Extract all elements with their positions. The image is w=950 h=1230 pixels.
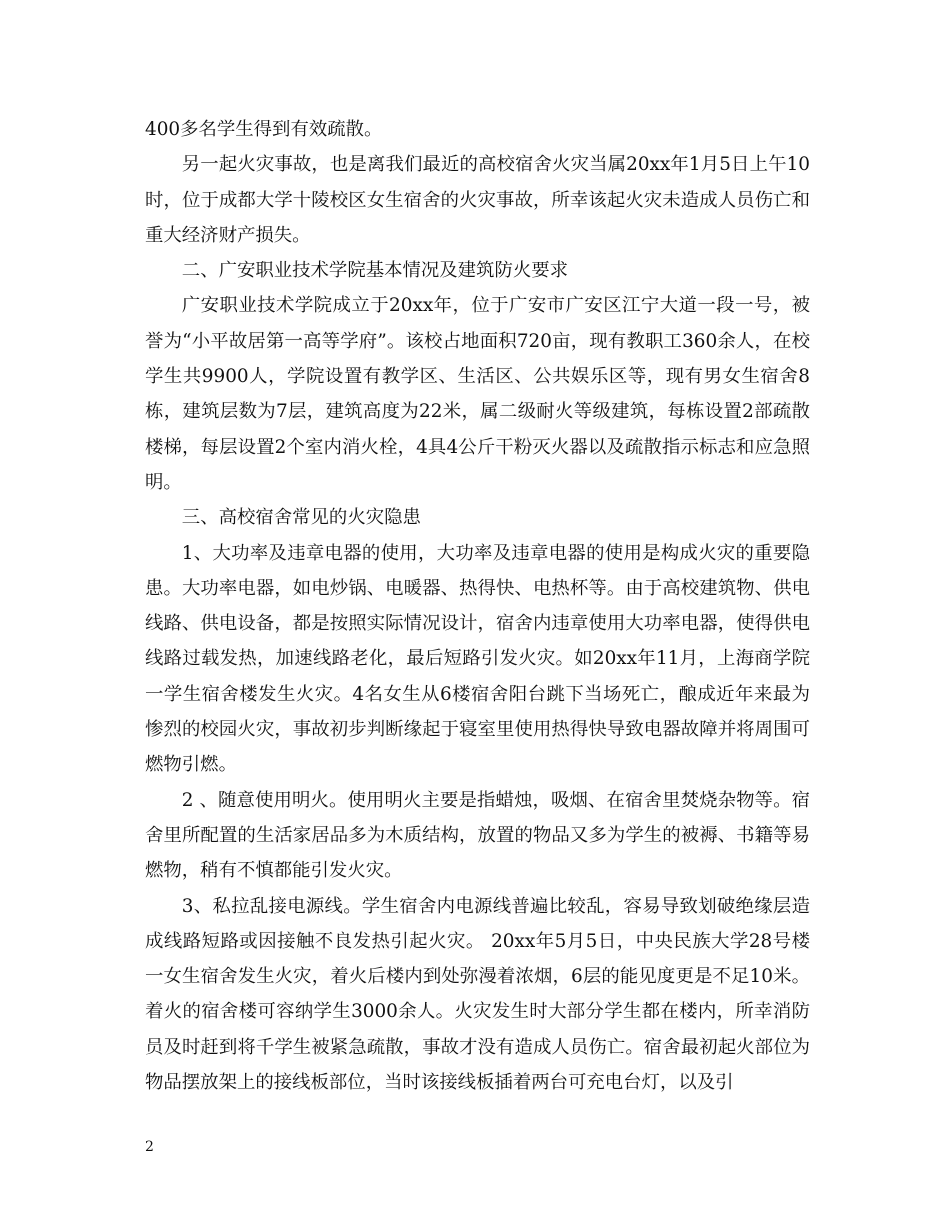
- paragraph-chengdu-fire: 另一起火灾事故，也是离我们最近的高校宿舍火灾当属20xx年1月5日上午10时，位于成都大学十陵校区女生宿舍的火灾事故，所幸该起火灾未造成人员伤亡和重大经济财产损失。: [145, 154, 810, 246]
- section-heading-2: 二、广安职业技术学院基本情况及建筑防火要求: [181, 260, 569, 282]
- paragraph-hazard-2: 2 、随意使用明火。使用明火主要是指蜡烛，吸烟、在宿舍里焚烧杂物等。宿舍里所配置的生活家居品多为木质结构，放置的物品又多为学生的被褥、书籍等易燃物，稍有不慎都能引发火灾。: [145, 789, 810, 882]
- paragraph-hazard-1: 1、大功率及违章电器的使用，大功率及违章电器的使用是构成火灾的重要隐患。大功率电器，如电炒锅、电暖器、热得快、电热杯等。由于高校建筑物、供电线路、供电设备，都是按照实际情况设计，宿舍内违章使用大功率电器，使得供电线路过载发热，加速线路老化，最后短路引发火灾。如20xx年11月，上海商学院一学生宿舍楼发生火灾。4名女生从6楼宿舍阳台跳下当场死亡，酿成近年来最为惨烈的校园火灾，事故初步判断缘起于寝室里使用热得快导致电器故障并将周围可燃物引燃。: [145, 542, 810, 776]
- paragraph-continuation: 400多名学生得到有效疏散。: [145, 119, 383, 140]
- section-heading-3: 三、高校宿舍常见的火灾隐患: [181, 507, 421, 529]
- paragraph-hazard-3: 3、私拉乱接电源线。学生宿舍内电源线普遍比较乱，容易导致划破绝缘层造成线路短路或因接触不良发热引起火灾。 20xx年5月5日，中央民族大学28号楼一女生宿舍发生火灾，着火后楼内到处弥漫着浓烟，6层的能见度更是不足10米。着火的宿舍楼可容纳学生3000余人。火灾发生时大部分学生都在楼内，所幸消防员及时赶到将千学生被紧急疏散，事故才没有造成人员伤亡。宿舍最初起火部位为物品摆放架上的接线板部位，当时该接线板插着两台可充电台灯，以及引: [145, 895, 810, 1094]
- paragraph-college-info: 广安职业技术学院成立于20xx年，位于广安市广安区江宁大道一段一号，被誉为“小平故居第一高等学府”。该校占地面积720亩，现有教职工360余人，在校学生共9900人，学院设置有教学区、生活区、公共娱乐区等，现有男女生宿舍8 栋，建筑层数为7层，建筑高度为22米，属二级耐火等级建筑，每栋设置2部疏散楼梯，每层设置2个室内消火栓，4具4公斤干粉灭火器以及疏散指示标志和应急照明。: [145, 295, 810, 493]
- page-number: 2: [145, 1139, 154, 1155]
- document-body: [145, 112, 810, 1100]
